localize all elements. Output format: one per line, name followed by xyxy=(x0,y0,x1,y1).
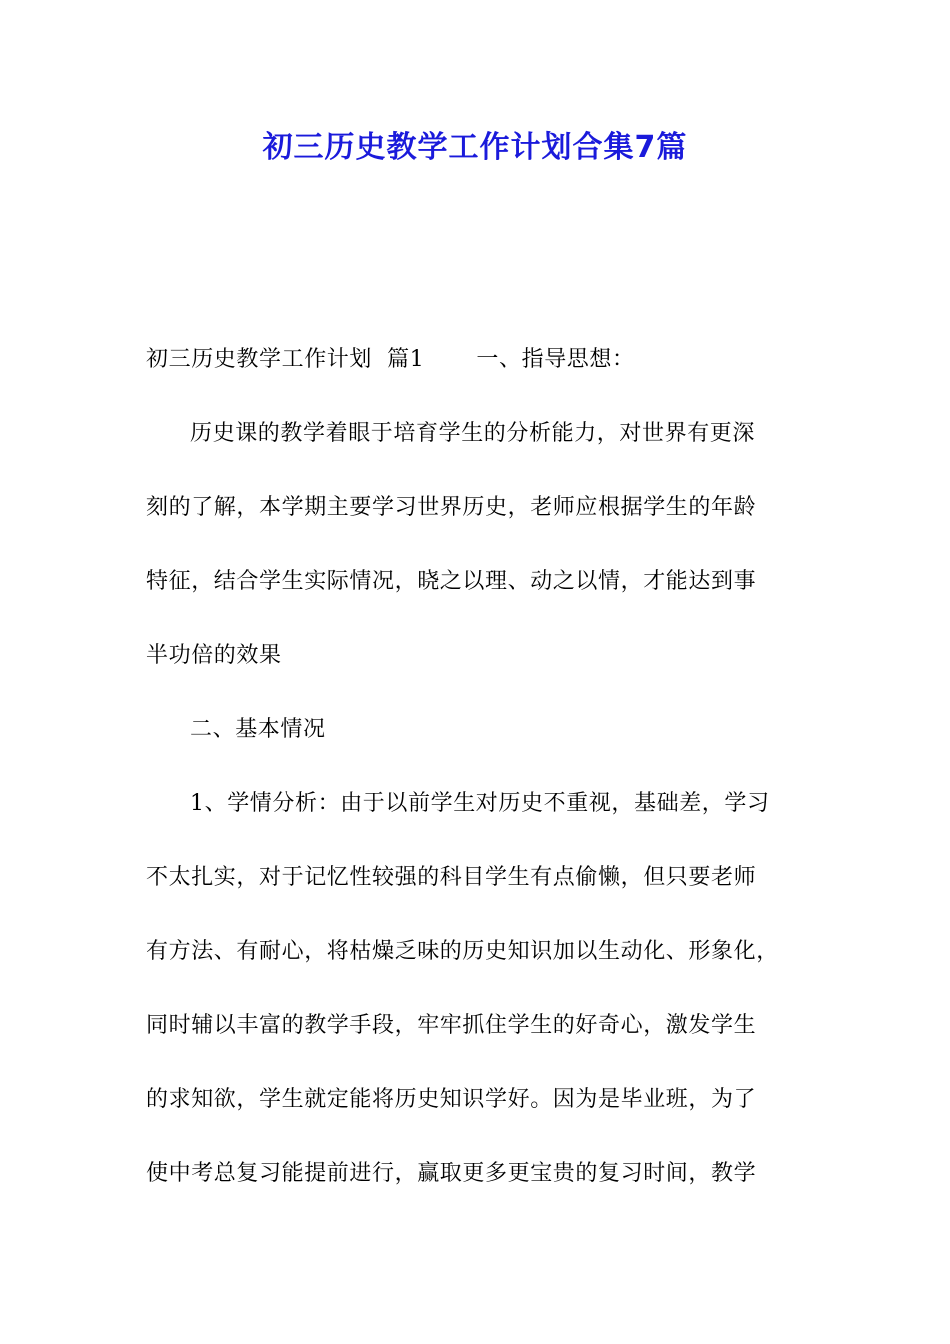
body-line: 刻的了解，本学期主要学习世界历史，老师应根据学生的年龄 xyxy=(146,495,757,520)
section-heading: 二、基本情况 xyxy=(190,717,326,742)
body-line: 半功倍的效果 xyxy=(146,643,282,668)
document-title: 初三历史教学工作计划合集7篇 xyxy=(262,130,688,165)
body-line: 历史课的教学着眼于培育学生的分析能力，对世界有更深 xyxy=(190,421,756,446)
body-line: 使中考总复习能提前进行，赢取更多更宝贵的复习时间，教学 xyxy=(146,1161,757,1186)
body-line: 特征，结合学生实际情况，晓之以理、动之以情，才能达到事 xyxy=(146,569,757,594)
first-line xyxy=(146,340,826,414)
body-line: 不太扎实，对于记忆性较强的科目学生有点偷懒，但只要老师 xyxy=(146,865,757,890)
section-label: 初三历史教学工作计划 篇1 xyxy=(146,347,425,372)
section-heading: 一、指导思想： xyxy=(476,347,635,372)
body-line: 1、学情分析：由于以前学生对历史不重视，基础差，学习 xyxy=(190,791,770,816)
body-line: 同时辅以丰富的教学手段，牢牢抓住学生的好奇心，激发学生 xyxy=(146,1013,757,1038)
body-line: 的求知欲，学生就定能将历史知识学好。因为是毕业班，为了 xyxy=(146,1087,757,1112)
body-line: 有方法、有耐心，将枯燥乏味的历史知识加以生动化、形象化， xyxy=(146,939,779,964)
document-body xyxy=(146,340,826,1228)
